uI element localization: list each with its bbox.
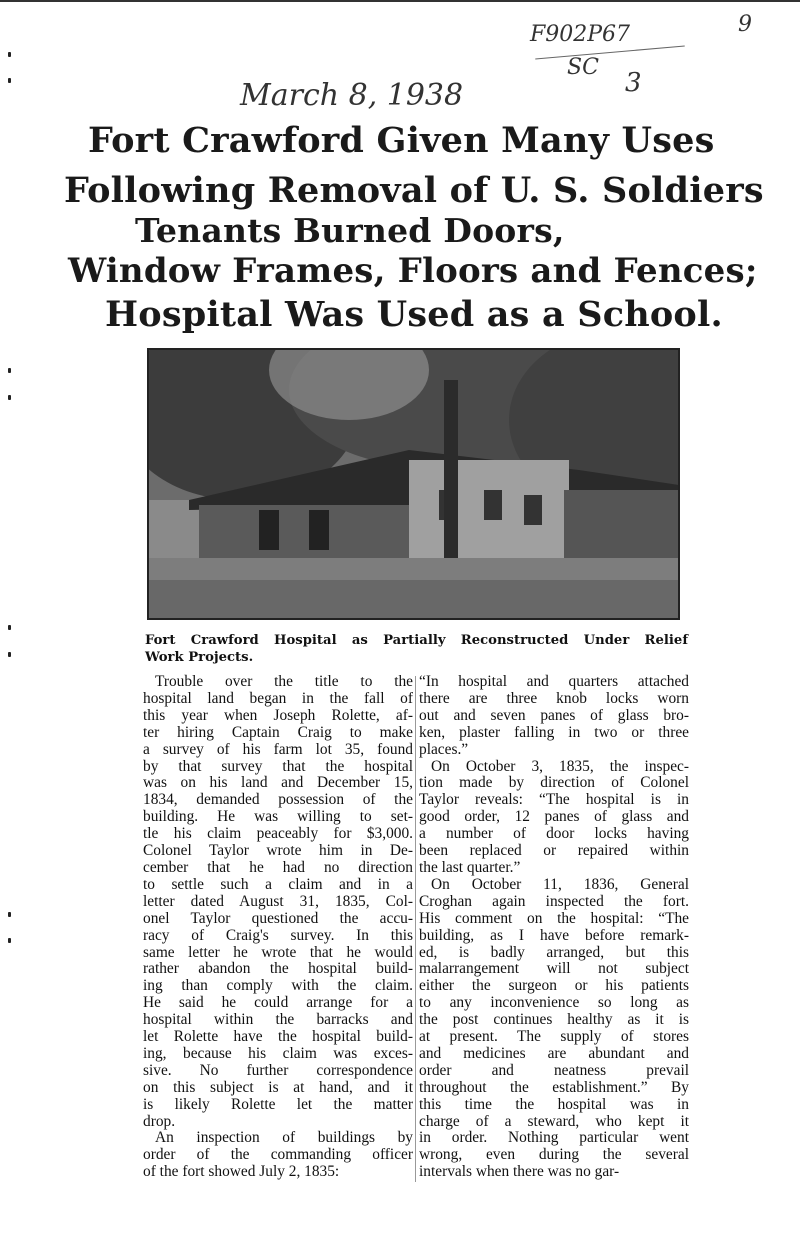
article-line: good order, 12 panes of glass and — [419, 809, 689, 826]
punch-mark — [8, 368, 11, 373]
punch-mark — [8, 912, 11, 917]
article-line: drop. — [143, 1113, 176, 1130]
hospital-photo — [147, 348, 680, 620]
punch-mark — [8, 652, 11, 657]
hospital-photo-image — [149, 350, 680, 620]
article-line: and medicines are abundant and — [419, 1045, 689, 1062]
article-line: tle his claim peaceably for $3,000. — [143, 826, 413, 843]
article-line: racy of Craig's survey. In this — [143, 927, 413, 944]
article-line: Trouble over the title to the — [155, 674, 413, 690]
article-line: ken, plaster falling in two or three — [419, 724, 689, 741]
handwritten-date: March 8, 1938 — [240, 78, 464, 113]
article-line: this time the hospital was in — [419, 1096, 689, 1113]
article-line: order and neatness prevail — [419, 1062, 689, 1079]
article-line: this year when Joseph Rolette, af- — [143, 707, 413, 724]
article-line: hospital within the barracks and — [143, 1012, 413, 1029]
article-line: cember that he had no direction — [143, 859, 413, 876]
article-line: at present. The supply of stores — [419, 1029, 689, 1046]
headline-line-2: Following Removal of U. S. Soldiers — [64, 170, 764, 211]
article-line: On October 11, 1836, General — [431, 876, 689, 893]
punch-mark — [8, 78, 11, 83]
article-right-column — [419, 674, 689, 1181]
catalog-number: F902P67 — [530, 22, 631, 47]
article-line: out and seven panes of glass bro- — [419, 707, 689, 724]
article-line: ed, is badly arranged, but this — [419, 944, 689, 961]
article-line: onel Taylor questioned the accu- — [143, 910, 413, 927]
article-line: in order. Nothing particular went — [419, 1130, 689, 1147]
article-line: Colonel Taylor wrote him in De- — [143, 843, 413, 860]
headline-line-1: Fort Crawford Given Many Uses — [88, 120, 715, 161]
article-line: Croghan again inspected the fort. — [419, 893, 689, 910]
article-line: either the surgeon or his patients — [419, 978, 689, 995]
punch-mark — [8, 938, 11, 943]
article-line: been replaced or repaired within — [419, 843, 689, 860]
article-line: to settle such a claim and in a — [143, 876, 413, 893]
column-rule — [415, 676, 416, 1182]
article-line: On October 3, 1835, the inspec- — [431, 758, 689, 775]
article-line: His comment on the hospital: “The — [419, 910, 689, 927]
article-line: letter dated August 31, 1835, Col- — [143, 893, 413, 910]
headline-line-5: Hospital Was Used as a School. — [105, 294, 723, 335]
article-line: hospital land began in the fall of — [143, 690, 413, 707]
article-line: charge of a steward, who kept it — [419, 1113, 689, 1130]
series-mark: SC — [567, 55, 599, 80]
article-line: tion made by direction of Colonel — [419, 775, 689, 792]
article-line: order of the commanding officer — [143, 1147, 413, 1164]
article-line: ing, because his claim was exces- — [143, 1045, 413, 1062]
article-line: the post continues healthy as it is — [419, 1012, 689, 1029]
article-line: is likely Rolette let the matter — [143, 1096, 413, 1113]
article-line: a number of door locks having — [419, 826, 689, 843]
box-number: 3 — [625, 68, 642, 98]
article-line: sive. No further correspondence — [143, 1062, 413, 1079]
caption-line-1: Fort Crawford Hospital as Partially Reconstructed Under Relief — [145, 633, 688, 648]
article-line: ter hiring Captain Craig to make — [143, 724, 413, 741]
article-line: rather abandon the hospital build- — [143, 961, 413, 978]
article-line: by that survey that the hospital — [143, 758, 413, 775]
article-line: “In hospital and quarters attached — [419, 674, 689, 690]
catalog-underline — [535, 45, 685, 59]
article-line: throughout the establishment.” By — [419, 1079, 689, 1096]
article-line: to any inconvenience so long as — [419, 995, 689, 1012]
article-left-column — [143, 674, 413, 1181]
caption-line-2: Work Projects. — [145, 650, 254, 665]
article-line: same letter he wrote that he would — [143, 944, 413, 961]
article-line: malarrangement will not subject — [419, 961, 689, 978]
punch-mark — [8, 52, 11, 57]
article-line: building. He was willing to set- — [143, 809, 413, 826]
article-line: ing than comply with the claim. — [143, 978, 413, 995]
article-line: there are three knob locks worn — [419, 690, 689, 707]
scan-top-edge — [0, 0, 800, 2]
article-line: on this subject is at hand, and it — [143, 1079, 413, 1096]
article-line: He said he could arrange for a — [143, 995, 413, 1012]
article-line: the last quarter.” — [419, 859, 521, 876]
article-line: of the fort showed July 2, 1835: — [143, 1164, 340, 1181]
article-line: intervals when there was no gar- — [419, 1164, 620, 1181]
punch-mark — [8, 395, 11, 400]
article-line: let Rolette have the hospital build- — [143, 1029, 413, 1046]
article-line: An inspection of buildings by — [155, 1130, 413, 1147]
article-line: a survey of his farm lot 35, found — [143, 741, 413, 758]
article-line: wrong, even during the several — [419, 1147, 689, 1164]
punch-mark — [8, 625, 11, 630]
article-line: building, as I have before remark- — [419, 927, 689, 944]
photo-caption — [145, 632, 688, 666]
article-line: was on his land and December 15, — [143, 775, 413, 792]
headline-line-3: Tenants Burned Doors, — [135, 211, 565, 250]
article-line: Taylor reveals: “The hospital is in — [419, 792, 689, 809]
article-line: 1834, demanded possession of the — [143, 792, 413, 809]
article-line: places.” — [419, 741, 469, 758]
headline-line-4: Window Frames, Floors and Fences; — [68, 251, 758, 291]
page-number: 9 — [738, 12, 752, 37]
